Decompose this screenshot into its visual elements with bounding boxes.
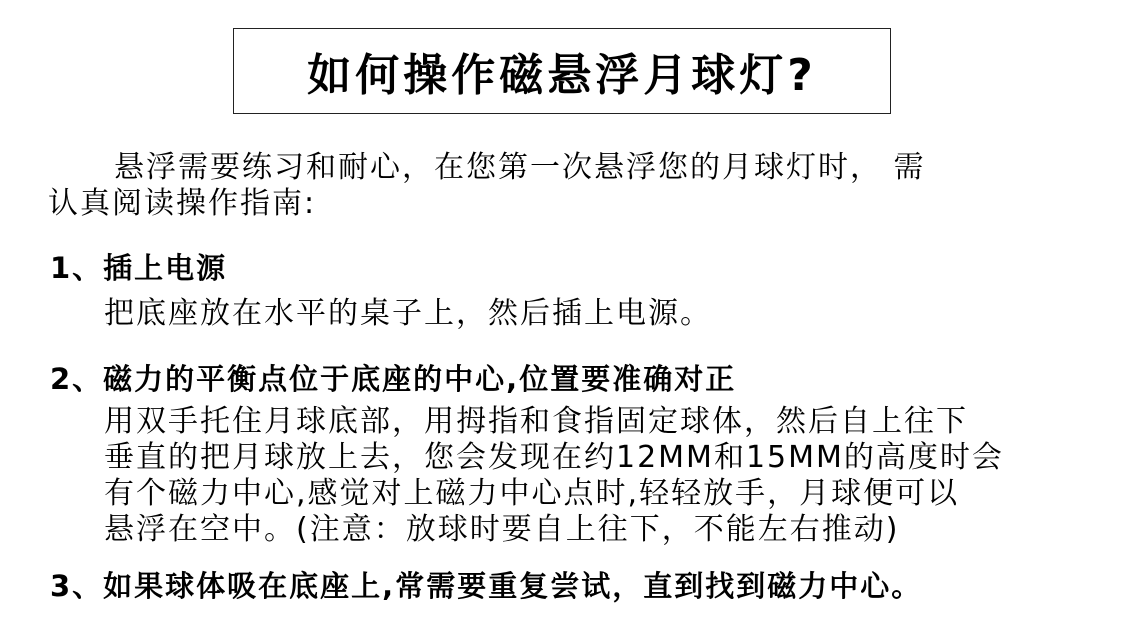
intro-line: 悬浮需要练习和耐心，在您第一次悬浮您的月球灯时， 需 [114, 150, 926, 185]
intro-line: 认真阅读操作指南: [48, 186, 317, 221]
step-2-line: 悬浮在空中。(注意：放球时要自上往下，不能左右推动) [104, 512, 900, 547]
step-2-body [104, 404, 1004, 548]
intro-paragraph [48, 150, 1048, 222]
step-2-heading: 2、磁力的平衡点位于底座的中心,位置要准确对正 [50, 362, 737, 396]
step-1-line: 把底座放在水平的桌子上，然后插上电源。 [104, 296, 712, 331]
step-2-line: 垂直的把月球放上去，您会发现在约12MM和15MM的高度时会 [104, 440, 1004, 475]
step-2-line: 有个磁力中心,感觉对上磁力中心点时,轻轻放手，月球便可以 [104, 476, 960, 511]
step-3-heading: 3、如果球体吸在底座上,常需要重复尝试，直到找到磁力中心。 [50, 569, 923, 603]
page-title: 如何操作磁悬浮月球灯? [307, 50, 817, 101]
step-1-heading: 1、插上电源 [50, 251, 228, 285]
title-box [233, 28, 891, 114]
step-2-line: 用双手托住月球底部，用拇指和食指固定球体，然后自上往下 [104, 404, 968, 439]
step-1-body [104, 296, 712, 332]
